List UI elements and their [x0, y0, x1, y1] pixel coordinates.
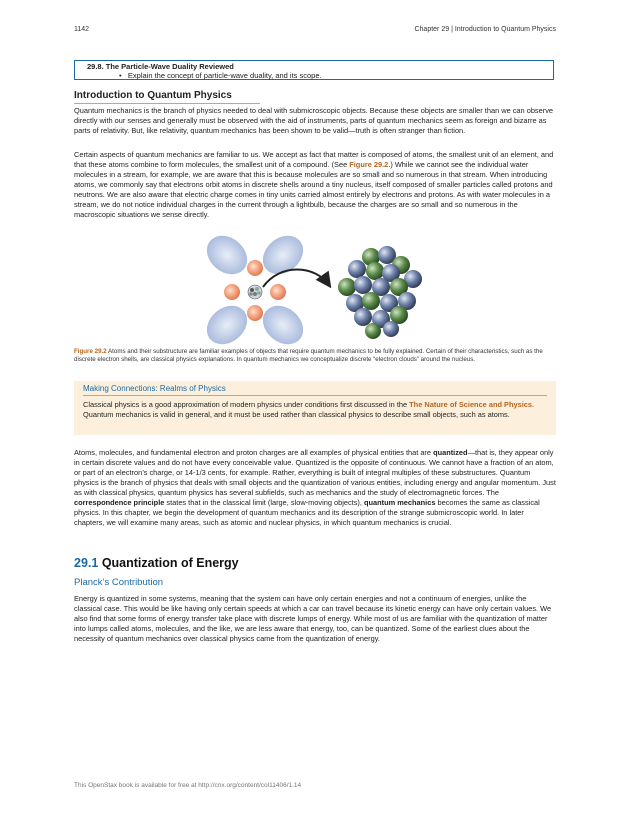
section-heading: [74, 556, 239, 570]
page-number: 1142: [74, 26, 90, 33]
figure-label: Figure 29.2: [74, 348, 107, 355]
molecule-cluster: [338, 246, 422, 339]
p2-text-b: .) While we cannot see the individual water molecules in a stream, for example, we are aware that this is because molecules are so small and so numerous in that stream. When introducing atoms, we commonly say that electrons orbit atoms in discrete shells around a tiny nucleus, itself composed of smaller particles called protons and neutrons. We are also aware that electric charge comes in tiny units carried almost entirely by electrons and protons. As with water molecules in a stream, we do not notice individual charges in the current through a lightbulb, because the charges are so small and so numerous in the macroscopic situations we sense directly.: [74, 160, 553, 219]
making-connections-body: [83, 400, 547, 420]
figure-caption-text: Atoms and their substructure are familiar examples of objects that require quantum mechanics to be fully explained. Certain of their characteristics, such as the discrete electron shells, are classical physics explanations. In quantum mechanics we conceptualize discrete “electron clouds” around the nucleus.: [74, 348, 543, 363]
objective-item-text: Explain the concept of particle-wave duality, and its scope.: [127, 71, 322, 80]
section-number: 29.1: [74, 556, 99, 570]
subsection-heading: Planck’s Contribution: [74, 577, 164, 588]
figure-atoms-molecules: [195, 235, 435, 345]
quantized-paragraph: [74, 448, 556, 528]
intro-paragraph-1: Quantum mechanics is the branch of physics needed to deal with submicroscopic objects. Because these objects are smaller than we can observe directly with our senses and generally must be observed with the aid of instruments, parts of quantum mechanics seem as foreign and bizarre as parts of relativity. But, like relativity, quantum mechanics has been shown to be valid—truth is often stranger than fiction.: [74, 106, 554, 135]
term-quantum-mechanics: quantum mechanics: [363, 498, 436, 507]
footer-note: This OpenStax book is available for free at http://cnx.org/content/col11406/1.14: [74, 782, 302, 789]
making-connections-title: Making Connections: Realms of Physics: [83, 384, 547, 396]
mc-text-b: . Quantum mechanics is valid in general, and it must be used rather than classical physics to describe small objects, such as atoms.: [83, 400, 535, 419]
intro-heading: Introduction to Quantum Physics: [74, 90, 260, 104]
term-quantized: quantized: [433, 448, 468, 457]
chapter-title: Chapter 29 | Introduction to Quantum Physics: [414, 26, 556, 33]
p2-text-a: Certain aspects of quantum mechanics are familiar to us. We accept as fact that matter is composed of atoms, the smallest unit of an element, and that these atoms combine to form molecules, the smallest unit of a compound. (See: [74, 150, 554, 169]
term-correspondence-principle: correspondence principle: [74, 498, 165, 507]
intro-paragraph-2: [74, 150, 556, 220]
mc-text-a: Classical physics is a good approximation of modern physics under conditions first discussed in the: [83, 400, 410, 409]
nucleus: [248, 285, 262, 299]
objectives-box: [74, 60, 554, 80]
objective-item: • Explain the concept of particle-wave duality, and its scope.: [119, 71, 322, 80]
making-connections-box: [74, 381, 556, 435]
p3-text-c: states that in the classical limit (large, slow-moving objects),: [164, 498, 364, 507]
section-title: Quantization of Energy: [98, 556, 239, 570]
figure-caption: [74, 348, 556, 364]
objectives-title: 29.8. The Particle-Wave Duality Reviewed: [87, 62, 234, 71]
p3-text-a: Atoms, molecules, and fundamental electron and proton charges are all examples of physical entities that are: [74, 448, 434, 457]
planck-paragraph: Energy is quantized in some systems, meaning that the system can have only certain energies and not a continuum of energies, unlike the classical case. This would be like having only certain speeds at which a car can travel because its kinetic energy can have only certain values. We also find that some forms of energy transfer take place with discrete lumps of energy. While most of us are familiar with the quantization of matter into lumps called atoms, molecules, and the like, we are less aware that energy, too, can be quantized. Some of the earliest clues about the necessity of quantum mechanics over classical physics came from the quantization of energy.: [74, 594, 552, 643]
figure-link[interactable]: Figure 29.2: [349, 160, 389, 169]
nature-of-science-link[interactable]: The Nature of Science and Physics: [409, 400, 532, 409]
p3-text-d: becomes the same as classical physics. In this chapter, we begin the development of quantum mechanics and its description of the strange submicroscopic world. In later chapters, we will examine many areas, such as atomic and nuclear physics, in which quantum mechanics is crucial.: [74, 498, 540, 527]
p3-text-b: —that is, they appear only in certain discrete values and do not have every conceivable value. Quantized is the opposite of continuous. We cannot have a fraction of an atom, or part of an electron’s charge, or 14-1/3 cents, for example. Rather, everything is built of integral multiples of these substructures. Quantum physics is the branch of physics that deals with small objects and the quantization of various entities, including energy and angular momentum. Just as with classical physics, quantum physics has several subfields, such as mechanics and the study of electromagnetic forces. The: [74, 448, 556, 497]
